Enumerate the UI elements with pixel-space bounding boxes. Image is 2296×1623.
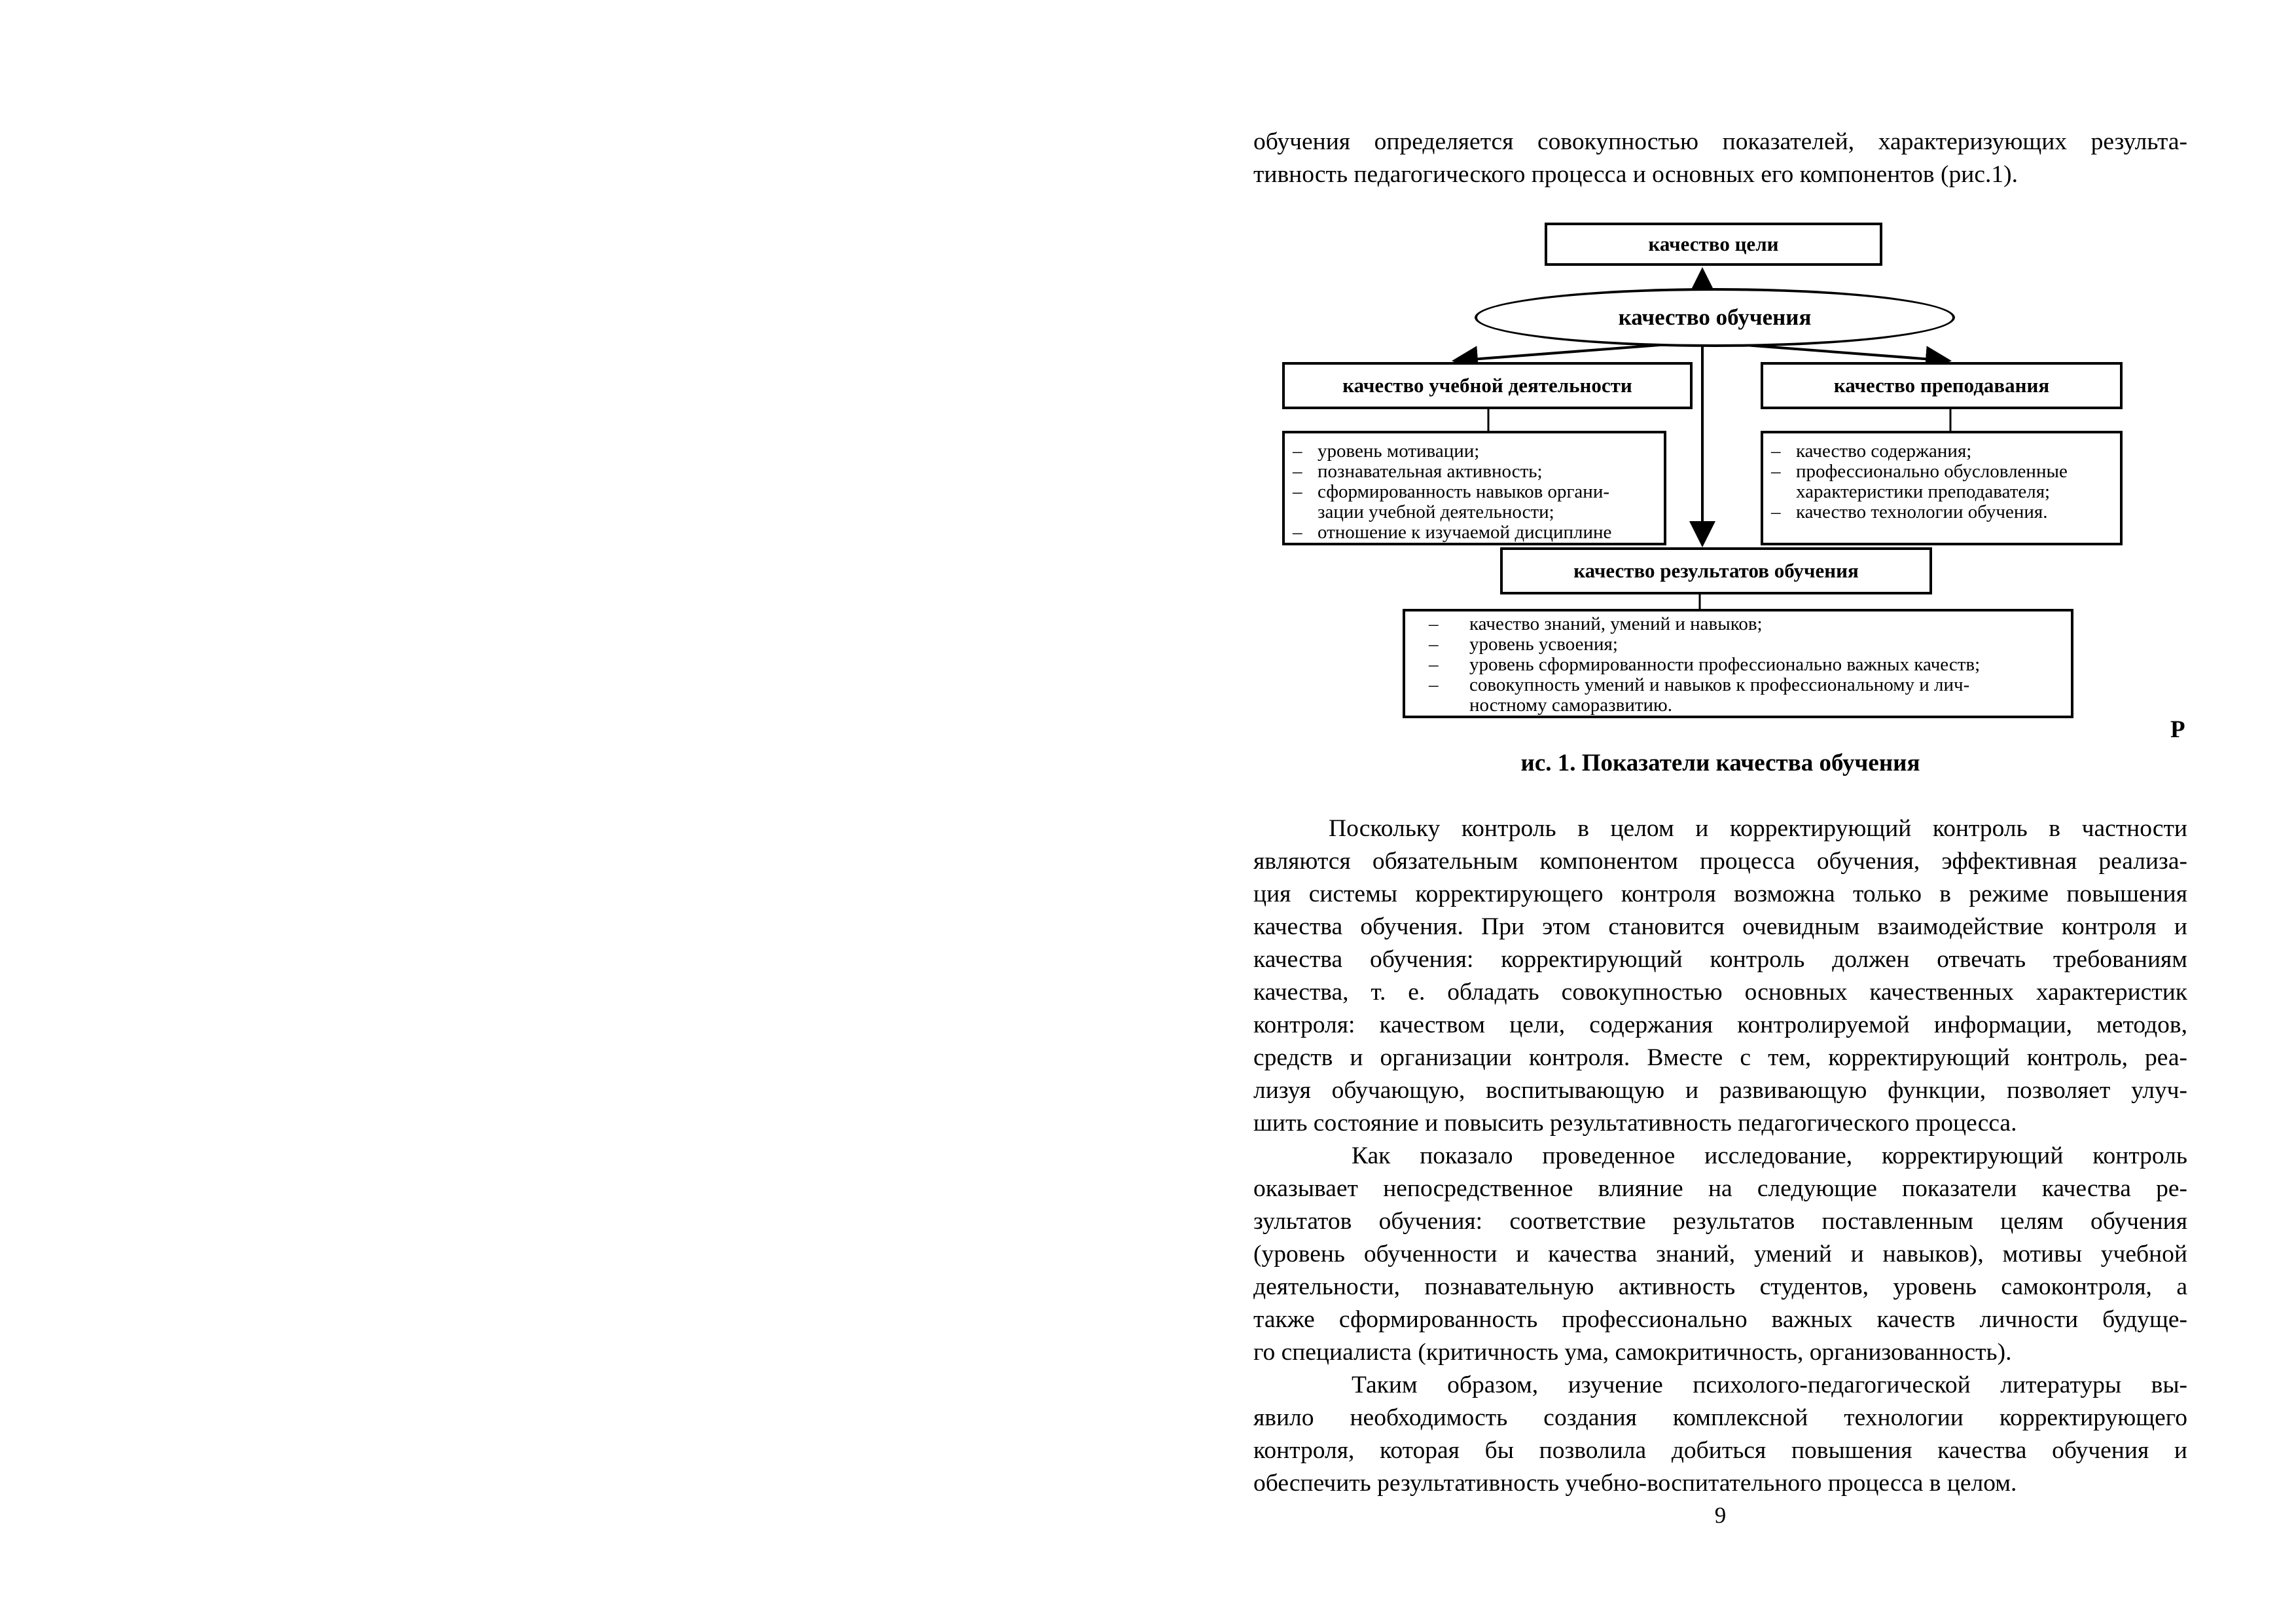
paragraph-3-line: Таким образом, изучение психолого-педагогической литературы вы-	[1352, 1372, 2187, 1398]
list-item-continuation: зации учебной деятельности;	[1318, 501, 1554, 522]
paragraph-1-line: шить состояние и повысить результативность педагогического процесса.	[1253, 1110, 2017, 1137]
paragraph-1-line: средств и организации контроля. Вместе с тем, корректирующий контроль, реа-	[1253, 1044, 2187, 1071]
teaching-quality-box	[1761, 362, 2123, 409]
paragraph-2-line: деятельности, познавательную активность студентов, уровень самоконтроля, а	[1253, 1273, 2187, 1300]
paragraph-1-line: качества обучения: корректирующий контроль должен отвечать требованиям	[1253, 946, 2187, 973]
intro-line: тивность педагогического процесса и основных его компонентов (рис.1).	[1253, 161, 2018, 188]
list-item: – профессионально обусловленные	[1771, 462, 2113, 482]
paragraph-1-line: лизуя обучающую, воспитывающую и развивающую функции, позволяет улуч-	[1253, 1077, 2187, 1104]
teaching-quality-label: качество преподавания	[1833, 374, 2050, 397]
list-item: – уровень мотивации;	[1293, 441, 1657, 462]
list-item: – познавательная активность;	[1293, 462, 1657, 482]
paragraph-2-line: также сформированность профессионально важных качеств личности будуще-	[1253, 1306, 2187, 1333]
study-activity-box	[1282, 362, 1693, 409]
paragraph-3-line: явило необходимость создания комплексной технологии корректирующего	[1253, 1404, 2187, 1431]
page-number: 9	[1714, 1503, 1727, 1528]
learning-quality-label: качество обучения	[1618, 304, 1812, 330]
paragraph-2-line: го специалиста (критичность ума, самокритичность, организованность).	[1253, 1339, 2012, 1366]
paragraph-1-line: ция системы корректирующего контроля возможна только в режиме повышения	[1253, 881, 2187, 907]
goal-quality-box	[1545, 223, 1882, 266]
paragraph-2-line: зультатов обучения: соответствие результатов поставленным целям обучения	[1253, 1208, 2187, 1235]
list-item-continuation: ностному саморазвитию.	[1469, 695, 1672, 716]
list-item-continuation: характеристики преподавателя;	[1796, 481, 2051, 502]
caption-letter: Р	[2170, 716, 2185, 743]
paragraph-3-line: обеспечить результативность учебно-воспитательного процесса в целом.	[1253, 1470, 2017, 1497]
list-item: – качество знаний, умений и навыков;	[1413, 614, 2064, 634]
list-item: – сформированность навыков органи-	[1293, 482, 1657, 502]
learning-quality-ellipse	[1475, 288, 1955, 347]
study-activity-list	[1282, 431, 1666, 545]
results-list	[1403, 609, 2073, 718]
list-item: – качество технологии обучения.	[1771, 502, 2113, 522]
goal-quality-label: качество цели	[1648, 232, 1779, 255]
list-item: – совокупность умений и навыков к профессиональному и лич-	[1413, 675, 2064, 695]
list-item: – уровень усвоения;	[1413, 634, 2064, 655]
list-item: – качество содержания;	[1771, 441, 2113, 462]
paragraph-2-line: (уровень обученности и качества знаний, умений и навыков), мотивы учебной	[1253, 1241, 2187, 1267]
list-item: – уровень сформированности профессионально важных качеств;	[1413, 655, 2064, 675]
body-text	[1253, 812, 2187, 1500]
list-item: – отношение к изучаемой дисциплине	[1293, 522, 1657, 543]
paragraph-2-line: Как показало проведенное исследование, корректирующий контроль	[1352, 1142, 2187, 1169]
figure-caption: ис. 1. Показатели качества обучения	[1520, 750, 1920, 776]
study-activity-label: качество учебной деятельности	[1342, 374, 1632, 397]
paragraph-1-line: являются обязательным компонентом процесса обучения, эффективная реализа-	[1253, 848, 2187, 875]
paragraph-1-line: Поскольку контроль в целом и корректирующий контроль в частности	[1329, 815, 2187, 842]
teaching-list	[1761, 431, 2123, 545]
paragraph-1-line: качества, т. е. обладать совокупностью основных качественных характеристик	[1253, 979, 2187, 1006]
paragraph-2-line: оказывает непосредственное влияние на следующие показатели качества ре-	[1253, 1175, 2187, 1202]
paragraph-3-line: контроля, которая бы позволила добиться повышения качества обучения и	[1253, 1437, 2187, 1464]
results-quality-label: качество результатов обучения	[1573, 559, 1859, 582]
results-quality-box	[1500, 547, 1932, 594]
intro-line: обучения определяется совокупностью показателей, характеризующих результа-	[1253, 128, 2187, 155]
paragraph-1-line: контроля: качеством цели, содержания контролируемой информации, методов,	[1253, 1012, 2187, 1038]
paragraph-1-line: качества обучения. При этом становится очевидным взаимодействие контроля и	[1253, 913, 2187, 940]
